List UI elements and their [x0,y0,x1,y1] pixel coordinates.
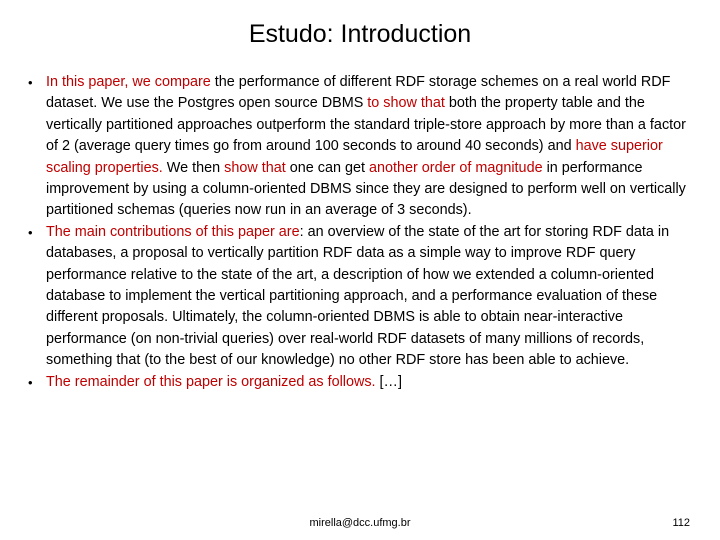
text-segment: In this paper, we compare [46,74,211,90]
text-segment: to show that [367,95,445,112]
bullet-text [46,74,686,218]
text-segment: both the property table and the vertically partitioned approaches outperform the standard triple-store approach by more than a factor of 2 (average query times go from around 100 seconds to around 40 seconds) and [46,95,686,155]
text-segment: : an overview of the state of the art for storing RDF data in databases, a proposal to vertically partition RDF data as a simple way to improve RDF query performance relative to the state of the art, a description of how we extended a column-oriented database to implement the vertical partitioning approach, and a performance evaluation of these different proposals. Ultimately, the column-oriented DBMS is able to obtain near-interactive performance (on non-trivial queries) over real-world RDF datasets of many millions of records, something that (to the best of our knowledge) no other RDF store has been able to achieve. [46,223,670,369]
bullet-item-comparison [28,72,700,222]
bullet-point-icon: • [28,374,33,390]
bullet-item-contributions [28,222,700,372]
bullet-text [46,224,669,368]
bullet-list [28,72,700,393]
page-number: 112 [672,517,690,529]
text-segment: […] [375,373,402,390]
bullet-text [46,374,402,390]
text-segment: one can get [285,159,369,176]
footer-email: mirella@dcc.ufmg.br [309,517,411,529]
text-segment: The main contributions of this paper are [46,223,300,240]
bullet-point-icon: • [28,224,33,240]
text-segment: another order of magnitude [368,159,543,176]
text-segment: The remainder of this paper is organized as follows. [46,373,376,390]
text-segment: show that [224,159,286,176]
bullet-point-icon: • [28,75,33,90]
text-segment: the performance of different RDF storage schemes on a real world RDF dataset. We use the Postgres open source DBMS [46,74,671,112]
text-segment: in performance improvement by using a column-oriented DBMS since they are designed to perform well on vertically partitioned schemas (queries now run in an average of 3 seconds). [46,159,686,219]
bullet-item-remainder [28,372,700,393]
slide-title: Estudo: Introduction [248,20,472,48]
text-segment: have superior scaling properties. [46,138,663,176]
text-segment: We then [162,159,225,176]
